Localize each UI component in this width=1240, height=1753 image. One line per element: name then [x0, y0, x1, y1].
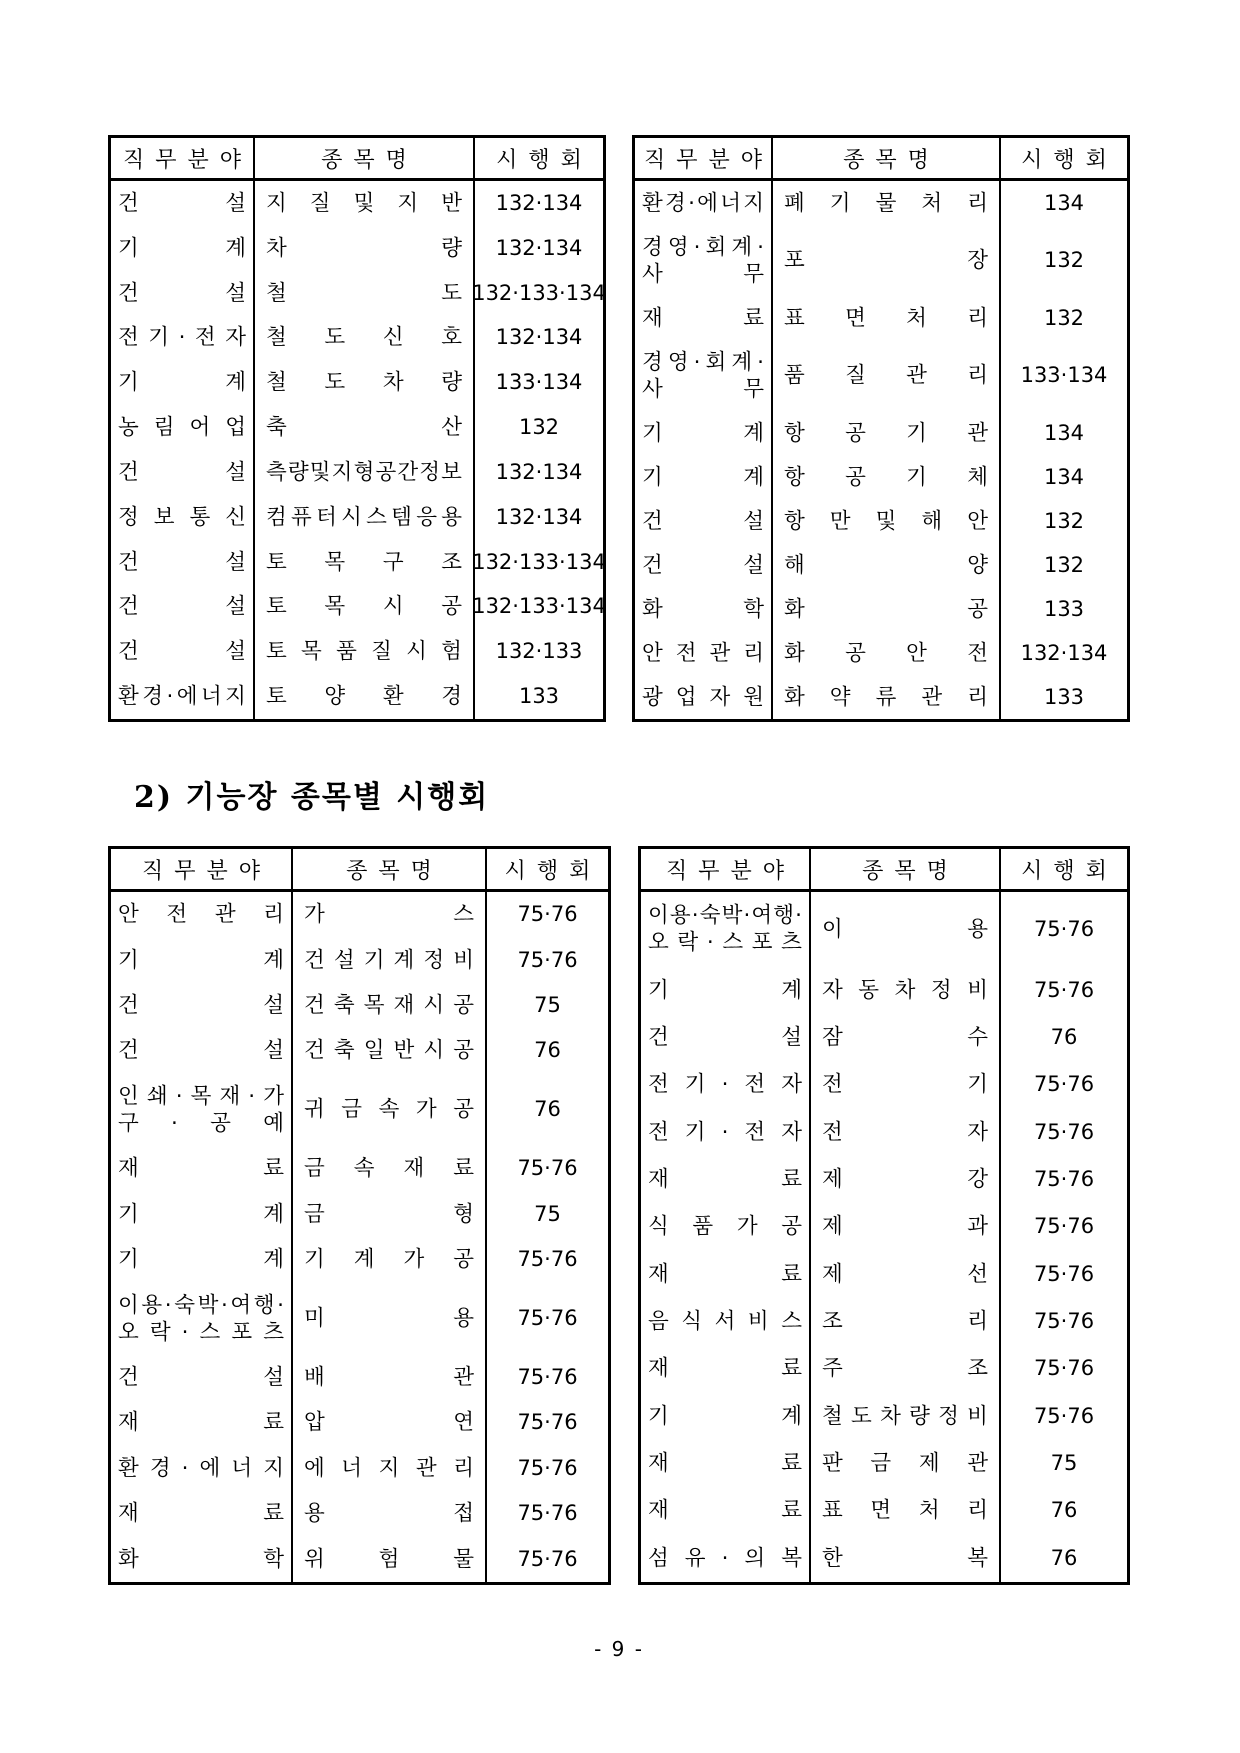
cell-job-field: 안 전 관 리	[118, 902, 284, 928]
cell-job-field: 화 학	[118, 1546, 284, 1572]
table-header-row	[641, 849, 1127, 892]
table-bottom-left	[108, 846, 611, 1585]
table-row	[111, 937, 608, 982]
cell-exam-round: 132	[1043, 305, 1085, 330]
cell-exam-round: 75·76	[517, 1247, 578, 1272]
table-row	[111, 1146, 608, 1191]
table-row	[111, 1446, 608, 1491]
cell-subject-name: 화 공 안 전	[771, 631, 1001, 675]
cell-exam-round: 133	[518, 684, 560, 709]
table-row	[641, 1156, 1127, 1203]
cell-exam-round: 132	[1043, 508, 1085, 533]
table-row	[641, 1108, 1127, 1155]
table-header-row	[111, 849, 608, 892]
cell-subject-name: 철 도	[253, 271, 475, 316]
table-row	[641, 1298, 1127, 1345]
cell-job-field: 환 경 · 에 너 지	[118, 684, 246, 710]
table-row	[111, 540, 606, 585]
cell-subject-name: 토 목 시 공	[253, 584, 475, 629]
cell-job-field: 섬 유 · 의 복	[648, 1545, 802, 1571]
table-row	[635, 543, 1127, 587]
cell-subject-name: 제 과	[809, 1203, 1001, 1250]
cell-job-field: 화 학	[642, 596, 764, 622]
table-row	[111, 1237, 608, 1282]
table-row	[111, 1074, 608, 1146]
cell-job-field: 기 계	[118, 1247, 284, 1273]
table-row	[635, 631, 1127, 675]
cell-subject-name: 항 만 및 해 안	[771, 499, 1001, 543]
table-row	[641, 1393, 1127, 1440]
master-craftsman-exam-tables	[108, 846, 1130, 1585]
cell-job-field: 건 설	[118, 993, 284, 1019]
cell-exam-round: 75·76	[1033, 1214, 1095, 1239]
cell-exam-round: 133·134	[1020, 363, 1108, 387]
cell-job-field: 전 기 · 전 자	[648, 1072, 802, 1098]
table-row	[635, 587, 1127, 631]
header-subject-name: 종목명	[809, 849, 1001, 889]
header-exam-round: 시행회	[1021, 147, 1118, 173]
cell-subject-name: 용 접	[291, 1491, 487, 1536]
table-row	[111, 1192, 608, 1237]
cell-exam-round: 75·76	[1033, 1166, 1095, 1191]
cell-subject-name: 전 자	[809, 1108, 1001, 1155]
cell-exam-round: 75·76	[517, 1365, 578, 1389]
cell-subject-name: 토 양 환 경	[253, 674, 475, 719]
cell-subject-name: 토 목 구 조	[253, 540, 475, 585]
cell-subject-name: 기 계 가 공	[291, 1237, 487, 1282]
header-job-field: 직무분야	[122, 147, 252, 173]
cell-subject-name: 금 형	[291, 1192, 487, 1237]
cell-job-field: 환 경 · 에 너 지	[642, 190, 764, 216]
cell-subject-name: 건 축 목 재 시 공	[291, 983, 487, 1028]
cell-exam-round: 133	[1043, 596, 1085, 621]
cell-job-field: 식 품 가 공	[648, 1214, 802, 1240]
cell-subject-name: 품 질 관 리	[771, 340, 1001, 411]
cell-exam-round: 132	[518, 415, 560, 440]
cell-subject-name: 항 공 기 관	[771, 411, 1001, 455]
cell-exam-round: 75·76	[517, 902, 578, 927]
cell-subject-name: 화 공	[771, 587, 1001, 631]
cell-job-field: 경 영 · 회 계 · 사 무	[642, 234, 764, 287]
cell-subject-name: 해 양	[771, 543, 1001, 587]
table-row	[635, 181, 1127, 225]
cell-subject-name: 토 목 품 질 시 험	[253, 629, 475, 674]
cell-subject-name: 화 약 류 관 리	[771, 675, 1001, 719]
cell-subject-name: 금 속 재 료	[291, 1146, 487, 1191]
table-row	[111, 405, 603, 450]
cell-job-field: 재 료	[118, 1156, 284, 1182]
header-job-field: 직무분야	[644, 147, 774, 173]
cell-subject-name: 자 동 차 정 비	[809, 966, 1001, 1013]
table-row	[111, 1400, 608, 1445]
cell-exam-round: 76	[534, 1097, 561, 1122]
cell-subject-name: 압 연	[291, 1400, 487, 1445]
cell-exam-round: 132·134	[495, 504, 583, 529]
cell-job-field: 기 계	[642, 464, 764, 490]
cell-subject-name: 제 강	[809, 1156, 1001, 1203]
cell-exam-round: 75	[1050, 1451, 1078, 1476]
cell-exam-round: 132·134	[1020, 640, 1108, 665]
cell-exam-round: 134	[1043, 420, 1085, 445]
table-row	[641, 1061, 1127, 1108]
cell-job-field: 인 쇄 · 목 재 · 가 구 · 공 예	[118, 1083, 284, 1136]
table-row	[635, 455, 1127, 499]
cell-exam-round: 75·76	[1033, 1403, 1095, 1428]
cell-job-field: 재 료	[648, 1261, 802, 1287]
cell-job-field: 기 계	[118, 947, 284, 973]
cell-exam-round: 76	[1050, 1545, 1078, 1570]
table-body	[641, 892, 1127, 1582]
cell-subject-name: 표 면 처 리	[809, 1487, 1001, 1534]
table-row	[111, 271, 606, 316]
table-row	[635, 225, 1127, 296]
cell-job-field: 재 료	[642, 305, 764, 331]
cell-subject-name: 주 조	[809, 1345, 1001, 1392]
table-row	[641, 1014, 1127, 1061]
cell-exam-round: 132·134	[495, 235, 583, 260]
cell-exam-round: 75	[534, 993, 561, 1018]
cell-job-field: 기 계	[648, 977, 802, 1003]
table-row	[635, 340, 1127, 411]
cell-job-field: 광 업 자 원	[642, 684, 764, 710]
cell-job-field: 정 보 통 신	[118, 504, 246, 530]
header-exam-round: 시행회	[496, 147, 593, 173]
cell-subject-name: 에 너 지 관 리	[291, 1446, 487, 1491]
cell-job-field: 건 설	[642, 508, 764, 534]
table-row	[111, 1282, 608, 1354]
section-heading: 2) 기능장 종목별 시행회	[134, 780, 490, 815]
cell-exam-round: 132·134	[495, 459, 583, 484]
table-top-right	[632, 135, 1130, 722]
cell-exam-round: 75·76	[517, 1455, 578, 1480]
cell-job-field: 재 료	[118, 1501, 284, 1527]
table-row	[641, 1203, 1127, 1250]
table-row	[111, 1536, 608, 1581]
cell-exam-round: 75·76	[517, 1410, 578, 1435]
cell-exam-round: 75·76	[1033, 1261, 1095, 1286]
table-row	[635, 411, 1127, 455]
cell-subject-name: 판 금 제 관	[809, 1440, 1001, 1487]
cell-exam-round: 132·133·134	[472, 549, 606, 574]
table-top-left	[108, 135, 606, 722]
cell-subject-name: 이 용	[809, 892, 1001, 966]
cell-job-field: 건 설	[118, 1365, 284, 1390]
cell-exam-round: 75·76	[517, 1306, 578, 1331]
header-subject-name: 종목명	[253, 138, 475, 178]
cell-subject-name: 측 량 및 지 형 공 간 정 보	[253, 450, 475, 495]
cell-exam-round: 75	[534, 1201, 561, 1226]
header-exam-round: 시행회	[1021, 858, 1118, 884]
table-row	[641, 1487, 1127, 1534]
cell-subject-name: 철 도 신 호	[253, 315, 475, 360]
cell-job-field: 건 설	[118, 549, 246, 575]
cell-job-field: 재 료	[118, 1410, 284, 1436]
table-row	[635, 499, 1127, 543]
table-row	[641, 1535, 1127, 1582]
cell-exam-round: 75·76	[517, 1546, 578, 1571]
cell-exam-round: 132·133	[495, 639, 583, 664]
cell-subject-name: 지 질 및 지 반	[253, 181, 475, 226]
table-body	[111, 181, 606, 719]
table-header-row	[635, 138, 1127, 181]
table-row	[111, 315, 603, 360]
cell-job-field: 건 설	[118, 639, 246, 665]
cell-job-field: 기 계	[642, 420, 764, 446]
cell-exam-round: 75·76	[1033, 1119, 1095, 1144]
cell-subject-name: 조 리	[809, 1298, 1001, 1345]
cell-exam-round: 134	[1043, 464, 1085, 489]
header-exam-round: 시행회	[504, 858, 602, 884]
cell-subject-name: 귀 금 속 가 공	[291, 1074, 487, 1146]
cell-exam-round: 75·76	[1033, 1072, 1095, 1097]
table-body	[635, 181, 1127, 719]
table-row	[111, 674, 603, 719]
table-row	[111, 360, 603, 405]
cell-exam-round: 132·134	[495, 325, 583, 350]
cell-exam-round: 76	[1050, 1024, 1078, 1049]
cell-exam-round: 75·76	[1033, 977, 1095, 1002]
cell-job-field: 건 설	[118, 1038, 284, 1064]
cell-subject-name: 차 량	[253, 226, 475, 271]
cell-subject-name: 축 산	[253, 405, 475, 450]
cell-subject-name: 건 설 기 계 정 비	[291, 937, 487, 982]
cell-job-field: 건 설	[118, 594, 246, 620]
cell-exam-round: 75·76	[1033, 1356, 1095, 1381]
table-row	[111, 892, 608, 937]
cell-job-field: 농 림 어 업	[118, 415, 246, 441]
cell-subject-name: 포 장	[771, 225, 1001, 296]
cell-subject-name: 폐 기 물 처 리	[771, 181, 1001, 225]
cell-exam-round: 132·133·134	[472, 280, 606, 305]
header-subject-name: 종목명	[771, 138, 1001, 178]
cell-job-field: 안 전 관 리	[642, 640, 764, 666]
table-row	[641, 1345, 1127, 1392]
cell-exam-round: 132	[1043, 248, 1085, 272]
cell-exam-round: 134	[1043, 190, 1085, 215]
cell-job-field: 건 설	[118, 280, 246, 306]
table-row	[641, 966, 1127, 1013]
cell-job-field: 기 계	[118, 1201, 284, 1227]
cell-subject-name: 전 기	[809, 1061, 1001, 1108]
cell-job-field: 재 료	[648, 1356, 802, 1382]
cell-subject-name: 건 축 일 반 시 공	[291, 1028, 487, 1073]
table-row	[641, 892, 1127, 966]
cell-job-field: 재 료	[648, 1451, 802, 1477]
cell-job-field: 전 기 · 전 자	[118, 325, 246, 351]
cell-exam-round: 76	[534, 1038, 561, 1063]
cell-job-field: 건 설	[118, 459, 246, 485]
cell-job-field: 재 료	[648, 1498, 802, 1524]
table-row	[641, 1251, 1127, 1298]
table-row	[111, 1355, 608, 1400]
cell-job-field: 건 설	[642, 552, 764, 578]
cell-subject-name: 한 복	[809, 1535, 1001, 1582]
cell-subject-name: 제 선	[809, 1251, 1001, 1298]
table-row	[641, 1440, 1127, 1487]
cell-job-field: 이 용 · 숙 박 · 여 행 · 오 락 · 스 포 츠	[648, 903, 802, 956]
cell-subject-name: 가 스	[291, 892, 487, 937]
cell-job-field: 전 기 · 전 자	[648, 1119, 802, 1145]
header-job-field: 직무분야	[665, 858, 795, 884]
table-row	[111, 181, 603, 226]
cell-exam-round: 133·134	[495, 370, 583, 395]
cell-job-field: 경 영 · 회 계 · 사 무	[642, 349, 764, 402]
cell-job-field: 이 용 · 숙 박 · 여 행 · 오 락 · 스 포 츠	[118, 1292, 284, 1345]
cell-job-field: 기 계	[118, 370, 246, 396]
cell-subject-name: 위 험 물	[291, 1536, 487, 1581]
header-job-field: 직무분야	[141, 858, 271, 884]
cell-exam-round: 132	[1043, 552, 1085, 577]
table-row	[635, 675, 1127, 719]
cell-subject-name: 잠 수	[809, 1014, 1001, 1061]
cell-exam-round: 75·76	[1033, 916, 1095, 941]
cell-job-field: 건 설	[118, 190, 246, 216]
table-row	[111, 226, 603, 271]
cell-exam-round: 133	[1043, 684, 1085, 709]
cell-job-field: 환 경 · 에 너 지	[118, 1455, 284, 1481]
cell-subject-name: 표 면 처 리	[771, 296, 1001, 340]
cell-job-field: 기 계	[648, 1403, 802, 1429]
table-row	[111, 584, 606, 629]
cell-subject-name: 배 관	[291, 1355, 487, 1400]
cell-subject-name: 항 공 기 체	[771, 455, 1001, 499]
cell-exam-round: 75·76	[517, 1501, 578, 1526]
table-row	[111, 1028, 608, 1073]
header-subject-name: 종목명	[291, 849, 487, 889]
cell-subject-name: 미 용	[291, 1282, 487, 1354]
table-row	[111, 983, 608, 1028]
cell-exam-round: 75·76	[1033, 1309, 1095, 1334]
cell-exam-round: 76	[1050, 1498, 1078, 1523]
table-row	[635, 296, 1127, 340]
table-body	[111, 892, 608, 1582]
table-bottom-right	[638, 846, 1130, 1585]
table-row	[111, 495, 603, 540]
page-number: - 9 -	[594, 1637, 644, 1661]
cell-exam-round: 132·133·134	[472, 594, 606, 619]
cell-exam-round: 132·134	[495, 190, 583, 215]
cell-job-field: 건 설	[648, 1024, 802, 1050]
cell-job-field: 재 료	[648, 1166, 802, 1192]
cell-subject-name: 철 도 차 량 정 비	[809, 1393, 1001, 1440]
table-row	[111, 450, 603, 495]
table-header-row	[111, 138, 603, 181]
cell-exam-round: 75·76	[517, 1156, 578, 1181]
cell-subject-name: 철 도 차 량	[253, 360, 475, 405]
cell-exam-round: 75·76	[517, 947, 578, 972]
engineer-exam-tables	[108, 135, 1130, 722]
table-row	[111, 629, 603, 674]
cell-job-field: 음 식 서 비 스	[648, 1309, 802, 1335]
cell-subject-name: 컴 퓨 터 시 스 템 응 용	[253, 495, 475, 540]
table-row	[111, 1491, 608, 1536]
cell-job-field: 기 계	[118, 235, 246, 261]
